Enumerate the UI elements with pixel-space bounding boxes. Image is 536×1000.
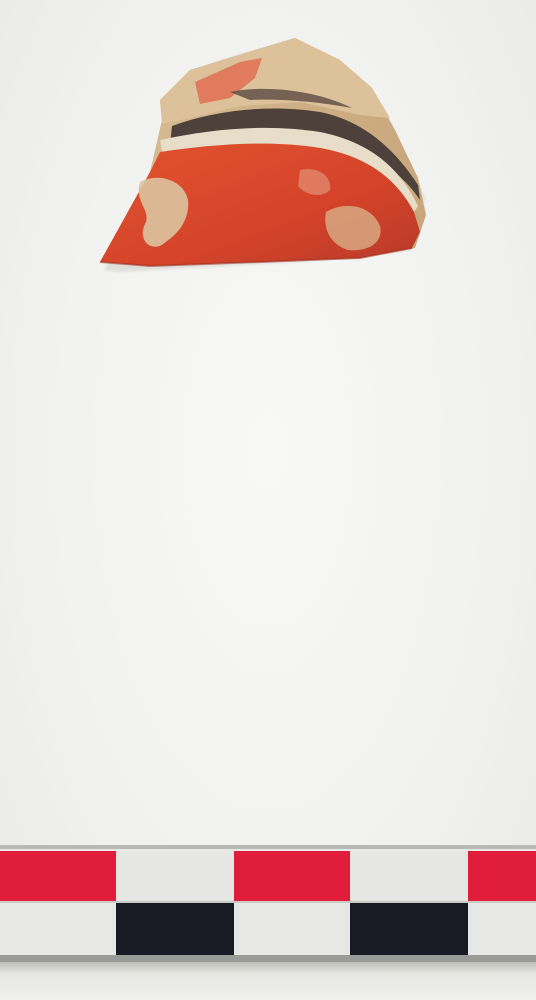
scale-segment-white — [468, 903, 536, 955]
scale-segment-black — [116, 903, 234, 955]
scale-bar — [0, 845, 536, 965]
scale-segment-red — [468, 851, 536, 901]
table-surface — [0, 962, 536, 1000]
scale-segment-white — [350, 851, 468, 901]
scale-divider — [0, 901, 536, 903]
scale-segment-white — [116, 851, 234, 901]
scale-top-edge — [0, 845, 536, 849]
scale-segment-black — [350, 903, 468, 955]
scale-segment-red — [234, 851, 350, 901]
scale-segment-white — [234, 903, 350, 955]
scale-segment-red — [0, 851, 116, 901]
scale-segment-white — [0, 903, 116, 955]
